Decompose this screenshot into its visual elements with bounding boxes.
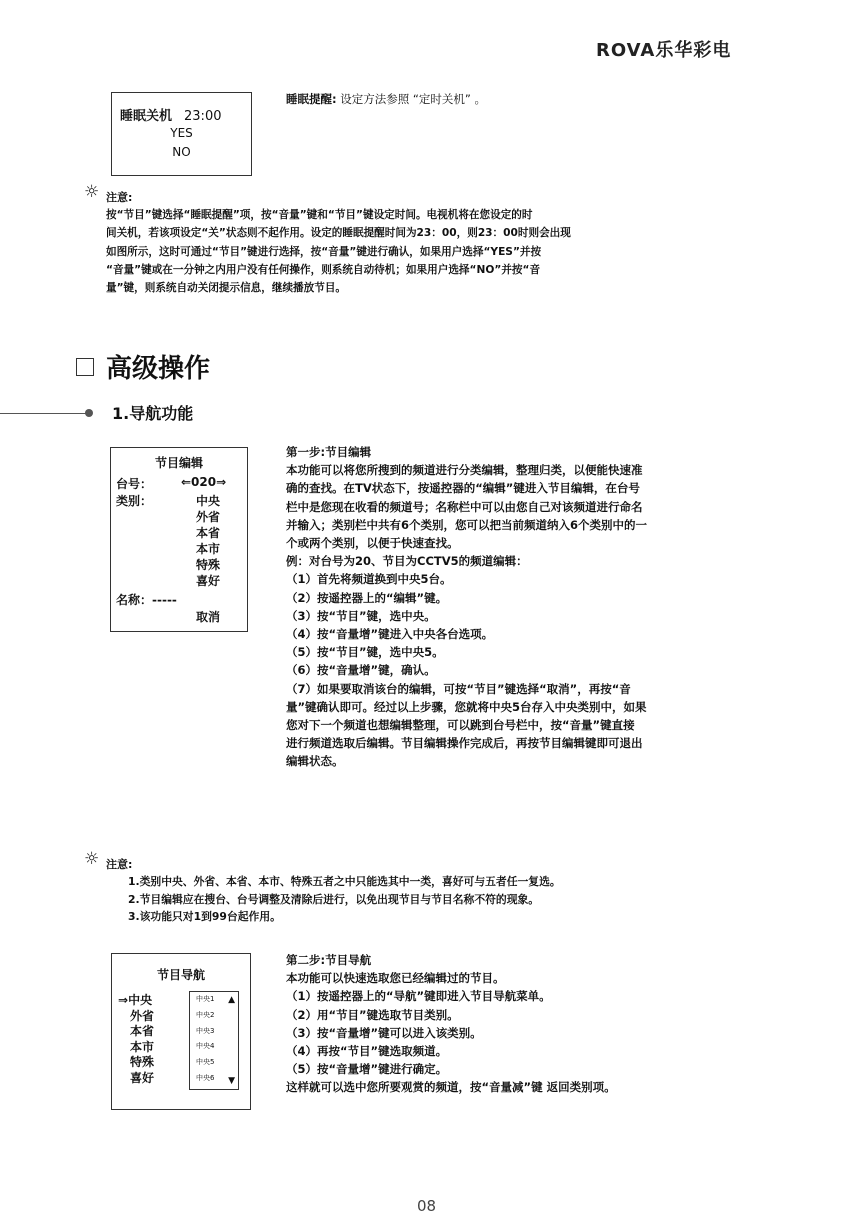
text-line: 本功能可以快速选取您已经编辑过的节目。 — [286, 971, 505, 986]
note-paragraph — [106, 206, 571, 297]
text-line: （4）再按“节目”键选取频道。 — [286, 1044, 448, 1059]
sun-icon: ☼ — [84, 849, 100, 869]
text-line: 确的查找。在TV状态下，按遥控器的“编辑”键进入节目编辑，在台号 — [286, 481, 640, 496]
category-item: 特殊 — [196, 558, 221, 572]
sleep-hint-text: 设定方法参照 “定时关机” 。 — [336, 92, 486, 106]
arrow-down-icon: ▼ — [228, 1076, 235, 1086]
text-line: 例：对台号为20、节目为CCTV5的频道编辑： — [286, 554, 528, 569]
selection-pointer-icon: ⇒ — [118, 993, 129, 1007]
nav-category-item: 外省 — [130, 1008, 155, 1023]
text-line: （2）用“节目”键选取节目类别。 — [286, 1007, 459, 1022]
name-field: 名称：----- — [116, 593, 177, 607]
note-item: 3.该功能只对1到99台起作用。 — [128, 910, 281, 923]
sleep-off-title: 睡眠关机 — [120, 109, 173, 124]
text-line: （5）按“节目”键，选中央5。 — [286, 645, 444, 660]
sun-icon: ☼ — [84, 182, 100, 202]
channel-label: 台号： — [116, 477, 153, 491]
nav-category-item: 本市 — [130, 1039, 155, 1054]
channel-value: ⇐020⇒ — [181, 475, 227, 489]
text-line: 量”键确认即可。经过以上步骤，您就将中央5台存入中央类别中，如果 — [286, 699, 647, 714]
text-line: 并输入；类别栏中共有6个类别，您可以把当前频道纳入6个类别中的一 — [286, 517, 647, 532]
step-heading: 第一步:节目编辑 — [286, 445, 372, 459]
nav-category-item: 本省 — [130, 1024, 155, 1039]
brand-logo: ROVA乐华彩电 — [596, 40, 732, 61]
sleep-hint-label: 睡眠提醒: — [286, 92, 337, 106]
nav-channel-item: 中央1 — [196, 995, 215, 1003]
category-item: 喜好 — [196, 574, 221, 588]
text-line: （3）按“音量增”键可以进入该类别。 — [286, 1025, 482, 1040]
nav-category-item: 喜好 — [130, 1070, 155, 1085]
text-line: 编辑状态。 — [286, 754, 344, 769]
category-item: 本省 — [196, 526, 221, 540]
text-line: 这样就可以选中您所要观赏的频道，按“音量减”键 返回类别项。 — [286, 1080, 616, 1095]
nav-channel-list — [189, 991, 239, 1090]
text-line: （4）按“音量增”键进入中央各台选项。 — [286, 627, 494, 642]
note-heading: 注意: — [106, 858, 133, 871]
note-line: 按“节目”键选择“睡眠提醒”项，按“音量”键和“节目”键设定时间。电视机将在您设定的时 — [106, 209, 533, 221]
sleep-off-osd — [111, 92, 252, 176]
text-line: （1）首先将频道换到中央5台。 — [286, 572, 452, 587]
program-edit-osd — [110, 447, 248, 632]
text-line: （2）按遥控器上的“编辑”键。 — [286, 590, 448, 605]
text-line: （5）按“音量增”键进行确定。 — [286, 1062, 448, 1077]
nav-category-item: 特殊 — [130, 1055, 155, 1070]
nav-channel-item: 中央4 — [196, 1042, 215, 1051]
nav-category-item: ⇒中央 — [118, 993, 153, 1007]
subsection-heading: 1.导航功能 — [112, 404, 194, 423]
text-line: （3）按“节目”键，选中央。 — [286, 608, 436, 623]
note-item: 1.类别中央、外省、本省、本市、特殊五者之中只能选其中一类，喜好可与五者任一复选。 — [128, 875, 561, 888]
text-line: （7）如果要取消该台的编辑，可按“节目”键选择“取消”，再按“音 — [286, 681, 631, 696]
step2-text — [286, 951, 616, 1097]
edit-title: 节目编辑 — [154, 456, 203, 470]
nav-category-list — [118, 993, 154, 1087]
text-line: （6）按“音量增”键，确认。 — [286, 663, 436, 678]
note-list — [128, 873, 561, 926]
nav-title: 节目导航 — [156, 968, 205, 982]
program-navigation-osd — [111, 953, 251, 1110]
square-bullet-icon — [76, 358, 94, 376]
section-heading: 高级操作 — [76, 348, 210, 385]
note-line: “音量”键或在一分钟之内用户没有任何操作，则系统自动待机；如果用户选择“NO”并按“音 — [106, 263, 541, 276]
step-heading: 第二步:节目导航 — [286, 953, 372, 967]
category-item: 外省 — [196, 510, 221, 524]
note-line: 间关机，若该项设定“关”状态则不起作用。设定的睡眠提醒时间为23：00，则23：00时则会出现 — [106, 227, 571, 240]
text-line: （1）按遥控器上的“导航”键即进入节目导航菜单。 — [286, 989, 551, 1004]
nav-channel-item: 中央6 — [196, 1073, 215, 1082]
nav-channel-item: 中央3 — [196, 1026, 215, 1035]
page-number: 08 — [416, 1197, 437, 1215]
text-line: 本功能可以将您所搜到的频道进行分类编辑，整理归类，以便能快速准 — [286, 463, 643, 478]
bullet-dot-icon — [85, 409, 93, 417]
option-no: NO — [172, 145, 191, 159]
step1-text — [286, 443, 647, 771]
cancel-option: 取消 — [196, 610, 221, 624]
divider-line — [0, 413, 88, 414]
note-line: 如图所示，这时可通过“节目”键进行选择，按“音量”键进行确认，如果用户选择“YES”并按 — [106, 245, 542, 258]
arrow-up-icon: ▲ — [228, 995, 235, 1005]
text-line: 栏中是您现在收看的频道号；名称栏中可以由您自己对该频道进行命名 — [286, 499, 643, 514]
category-item: 本市 — [196, 542, 221, 556]
note-line: 量”键，则系统自动关闭提示信息，继续播放节目。 — [106, 282, 347, 295]
note-heading: 注意: — [106, 191, 133, 204]
nav-channel-item: 中央2 — [196, 1010, 215, 1019]
category-label: 类别： — [116, 494, 153, 508]
text-line: 进行频道选取后编辑。节目编辑操作完成后，再按节目编辑键即可退出 — [286, 736, 643, 751]
sleep-hint — [286, 91, 486, 107]
text-line: 个或两个类别，以便于快速查找。 — [286, 536, 459, 551]
option-yes: YES — [170, 126, 193, 140]
text-line: 您对下一个频道也想编辑整理，可以跳到台号栏中，按“音量”键直接 — [286, 718, 635, 733]
sleep-off-time: 23:00 — [184, 109, 222, 124]
nav-channel-item: 中央5 — [196, 1058, 215, 1067]
category-item: 中央 — [196, 494, 221, 508]
note-item: 2.节目编辑应在搜台、台号调整及清除后进行，以免出现节目与节目名称不符的现象。 — [128, 892, 540, 906]
